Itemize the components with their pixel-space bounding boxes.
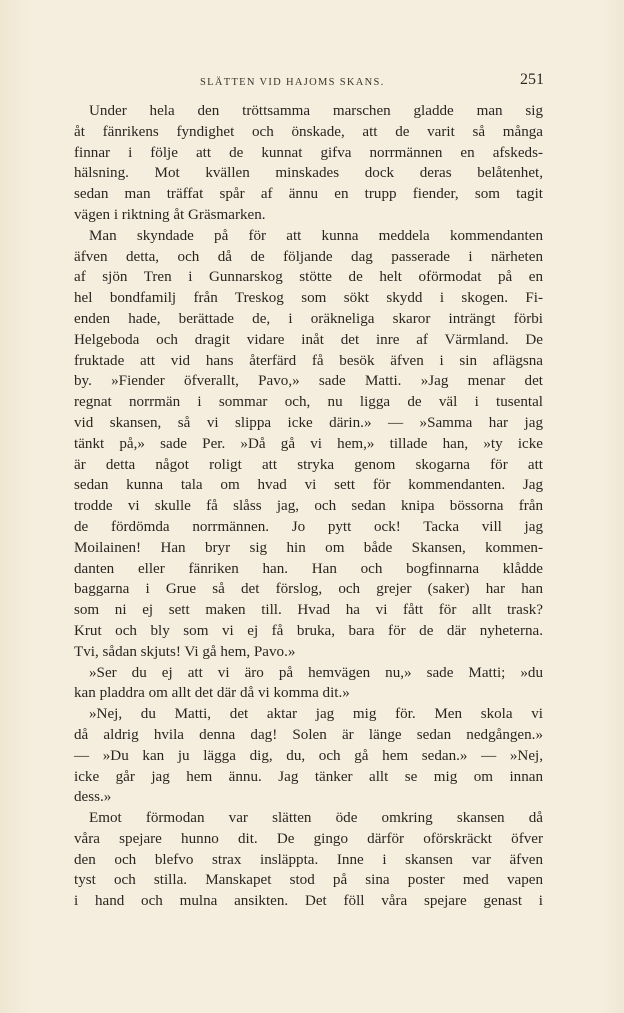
text-line: sedan kunna tala om hvad vi sett för kommendanten. Jag <box>74 477 543 494</box>
text-line: enden hade, berättade de, i oräkneliga skaror inträngt förbi <box>74 310 543 327</box>
text-line: de fördömda norrmännen. Jo pytt ock! Tacka vill jag <box>74 518 543 535</box>
text-line: — »Du kan ju lägga dig, du, och gå hem sedan.» — »Nej, <box>74 747 543 764</box>
text-line: sedan man träffat spår af ännu en trupp fiender, som tagit <box>74 186 543 203</box>
text-line: »Nej, du Matti, det aktar jag mig för. Men skola vi <box>89 706 543 723</box>
text-line: icke går jag hem ännu. Jag tänker allt se mig om innan <box>74 768 543 785</box>
text-line: finnar i följe att de kunnat gifva norrmännen en afskeds- <box>74 144 543 161</box>
body-text <box>74 101 543 912</box>
text-line: af sjön Tren i Gunnarskog stötte de helt oförmodat på en <box>74 269 543 286</box>
text-line: Man skyndade på för att kunna meddela kommendanten <box>89 227 543 244</box>
text-line: kan pladdra om allt det där då vi komma dit.» <box>74 685 350 702</box>
text-line: dess.» <box>74 789 112 806</box>
text-line: Krut och bly som vi ej få bruka, bara för de där nyheterna. <box>74 622 543 639</box>
text-line: regnat norrmän i sommar och, nu ligga de väl i tusental <box>74 394 543 411</box>
text-line: tänkt på,» sade Per. »Då gå vi hem,» tillade han, »ty icke <box>74 435 543 452</box>
text-line: som ni ej sett maken till. Hvad ha vi fått för allt trask? <box>74 602 543 619</box>
text-line: är detta något roligt att stryka genom skogarna för att <box>74 456 543 473</box>
text-line: vägen i riktning åt Gräsmarken. <box>74 206 266 223</box>
text-line: »Ser du ej att vi äro på hemvägen nu,» sade Matti; »du <box>89 664 543 681</box>
running-title: SLÄTTEN VID HAJOMS SKANS. <box>200 77 385 88</box>
text-line: våra spejare hunno dit. De gingo därför oförskräckt öfver <box>74 830 543 847</box>
text-line: hel bondfamilj från Treskog som sökt skydd i skogen. Fi- <box>74 290 543 307</box>
text-line: då aldrig hvila denna dag! Solen är länge sedan nedgången.» <box>74 726 543 743</box>
text-line: i hand och mulna ansikten. Det föll våra spejare genast i <box>74 893 543 910</box>
text-line: fruktade att vid hans återfärd få besök äfven i sin aflägsna <box>74 352 543 369</box>
text-line: Emot förmodan var slätten öde omkring skansen då <box>89 810 543 827</box>
text-line: äfven detta, och då de följande dag passerade i närheten <box>74 248 543 265</box>
text-line: trodde vi skulle få slåss jag, och sedan knipa bössorna från <box>74 498 543 515</box>
text-line: åt fänrikens fyndighet och önskade, att de varit så många <box>74 123 543 140</box>
text-line: den och blefvo strax insläppta. Inne i skansen var äfven <box>74 851 543 868</box>
page-number: 251 <box>520 71 544 88</box>
text-line: baggarna i Grue så det förslog, och grejer (saker) har han <box>74 581 543 598</box>
text-line: Under hela den tröttsamma marschen gladde man sig <box>89 103 543 119</box>
text-line: Helgeboda och dragit vidare inåt det inre af Värmland. De <box>74 331 543 348</box>
text-line: danten eller fänriken han. Han och bogfinnarna klådde <box>74 560 543 577</box>
text-line: vid skansen, så vi slippa icke därin.» — »Samma har jag <box>74 414 543 431</box>
text-line: hälsning. Mot kvällen minskades dock deras belåtenhet, <box>74 165 543 182</box>
running-head <box>74 70 544 94</box>
text-line: by. »Fiender öfverallt, Pavo,» sade Matti. »Jag menar det <box>74 373 543 390</box>
text-line: Moilainen! Han bryr sig hin om både Skansen, kommen- <box>74 539 543 556</box>
text-line: tyst och stilla. Manskapet stod på sina poster med vapen <box>74 872 543 889</box>
text-line: Tvi, sådan skjuts! Vi gå hem, Pavo.» <box>74 643 296 660</box>
